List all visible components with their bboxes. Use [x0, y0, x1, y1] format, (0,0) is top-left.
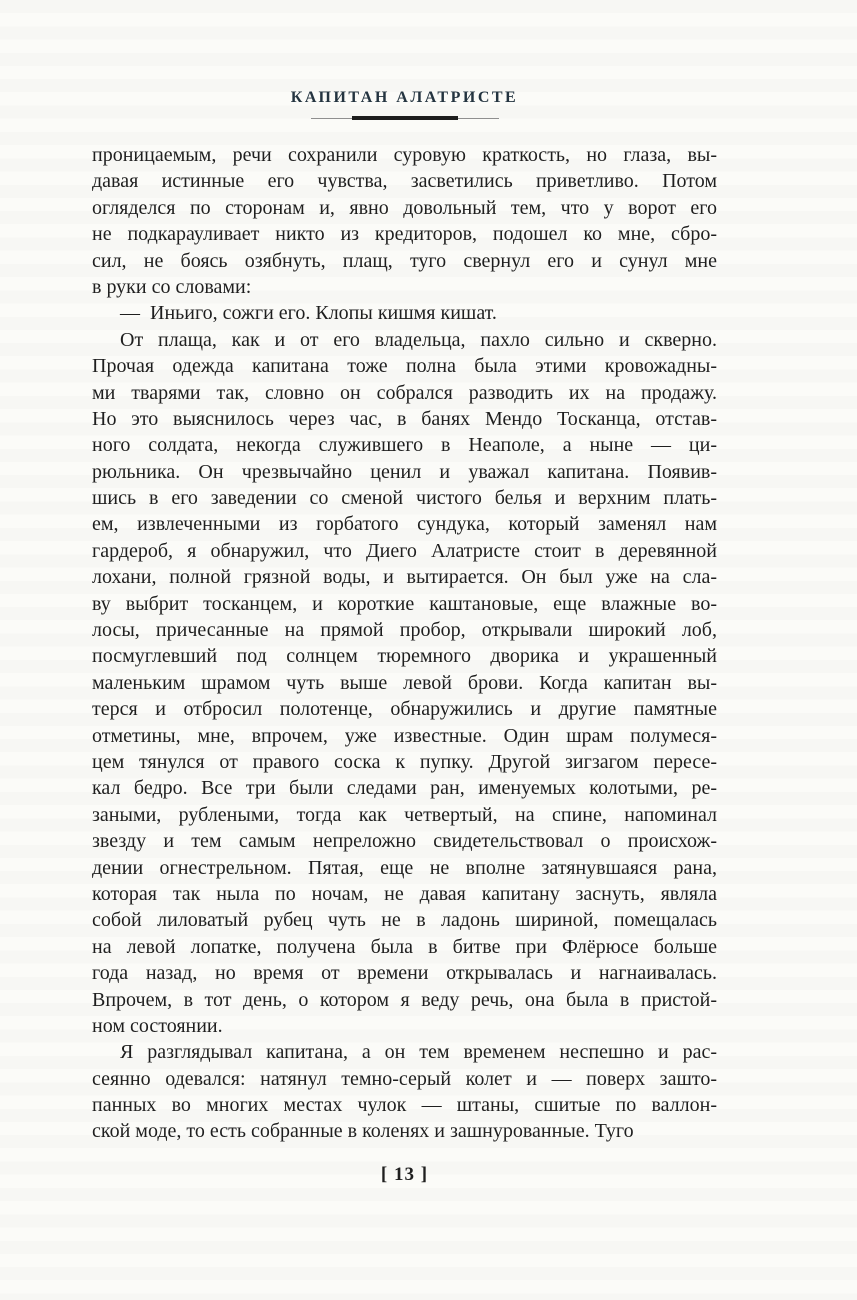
paragraph [92, 142, 717, 300]
text-line: ми тварями так, словно он собрался разводить их на продажу. [92, 381, 717, 404]
text-line: в руки со словами: [92, 275, 252, 298]
running-header: КАПИТАН АЛАТРИСТЕ [290, 89, 519, 106]
text-line: кал бедро. Все три были следами ран, именуемых колотыми, ре- [92, 777, 717, 800]
text-line: ем, извлеченными из горбатого сундука, который заменял нам [92, 513, 717, 536]
text-line: цем тянулся от правого соска к пупку. Другой зигзагом пересе- [92, 750, 717, 773]
text-line: Я разглядывал капитана, а он тем временем неспешно и рас- [120, 1041, 717, 1064]
text-line: отметины, мне, впрочем, уже известные. Один шрам полумеся- [92, 724, 717, 747]
text-line: посмуглевший под солнцем тюремного дворика и украшенный [92, 645, 717, 668]
text-line: — Иньиго, сожги его. Клопы кишмя кишат. [120, 302, 497, 325]
text-line: ву выбрит тосканцем, и короткие каштановые, еще влажные во- [92, 592, 717, 615]
paragraph [92, 327, 717, 1040]
text-line: проницаемым, речи сохранили суровую краткость, но глаза, вы- [92, 144, 717, 166]
page-number: [ 13 ] [380, 1164, 429, 1185]
text-line: огляделся по сторонам и, явно довольный тем, что у ворот его [92, 196, 717, 219]
page-body-text [92, 142, 717, 1145]
text-line: терся и отбросил полотенце, обнаружились и другие памятные [92, 698, 717, 721]
text-line: заными, рублеными, тогда как четвертый, на спине, напоминал [92, 803, 717, 826]
text-line: сил, не боясь озябнуть, плащ, туго свернул его и сунул мне [92, 249, 717, 272]
text-line: которая так ныла по ночам, не давая капитану заснуть, являла [92, 882, 717, 905]
text-line: гардероб, я обнаружил, что Диего Алатристе стоит в деревянной [92, 539, 717, 562]
text-line: лохани, полной грязной воды, и вытирается. Он был уже на сла- [92, 566, 717, 589]
rule-thin-line [311, 118, 499, 119]
text-line: Прочая одежда капитана тоже полна была этими кровожадны- [92, 355, 717, 378]
text-line: рюльника. Он чрезвычайно ценил и уважал капитана. Появив- [92, 460, 717, 483]
text-line: собой лиловатый рубец чуть не в ладонь шириной, помещалась [92, 909, 717, 932]
text-line: маленьким шрамом чуть выше левой брови. Когда капитан вы- [92, 671, 717, 694]
text-line: панных во многих местах чулок — штаны, сшитые по валлон- [92, 1094, 717, 1117]
text-line: Но это выяснилось через час, в банях Мендо Тосканца, отстав- [92, 407, 717, 430]
text-line: шись в его заведении со сменой чистого белья и верхним плать- [92, 487, 717, 510]
text-line: лосы, причесанные на прямой пробор, открывали широкий лоб, [92, 619, 717, 642]
text-line: ном состоянии. [92, 1014, 223, 1037]
text-line: Впрочем, в тот день, о котором я веду речь, она была в пристой- [92, 988, 717, 1011]
paragraph [92, 1039, 717, 1145]
text-line: на левой лопатке, получена была в битве при Флёрюсе больше [92, 935, 717, 958]
header-rule [92, 114, 717, 122]
rule-thick-segment [352, 116, 458, 120]
text-line: года назад, но время от времени открывалась и нагнаивалась. [92, 962, 717, 985]
text-line: ного солдата, некогда служившего в Неаполе, а ныне — ци- [92, 434, 717, 457]
text-line: звезду и тем самым непреложно свидетельствовал о происхож- [92, 830, 717, 853]
text-line: сеянно одевался: натянул темно-серый колет и — поверх зашто- [92, 1067, 717, 1090]
text-line: дении огнестрельном. Пятая, еще не вполне затянувшаяся рана, [92, 856, 717, 879]
text-line: давая истинные его чувства, засветились приветливо. Потом [92, 170, 717, 193]
paragraph [92, 300, 717, 326]
text-line: ской моде, то есть собранные в коленях и зашнурованные. Туго [92, 1120, 634, 1143]
text-line: От плаща, как и от его владельца, пахло сильно и скверно. [120, 328, 717, 351]
text-line: не подкарауливает никто из кредиторов, подошел ко мне, сбро- [92, 223, 717, 246]
